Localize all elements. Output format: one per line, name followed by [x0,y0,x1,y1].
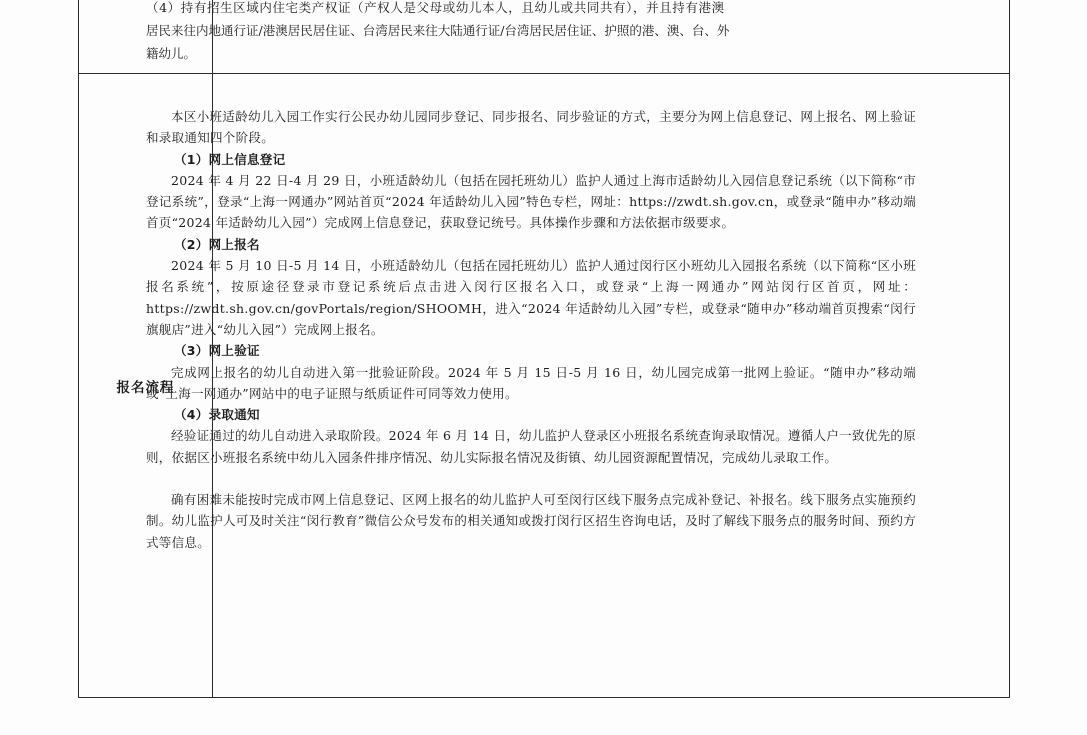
row-divider [79,73,1009,74]
step-body-online-application: 2024 年 5 月 10 日-5 月 14 日，小班适龄幼儿（包括在园托班幼儿）监护人通过闵行区小班幼儿入园报名系统（以下简称“区小班报名系统”，按原途径登录市登记系统后点击进入闵行区报名入口，或登录“上海一网通办”网站闵行区首页，网址：https://zwdt.sh.gov.cn/govPortals/region/SHOOMH，进入“2024 年适龄幼儿入园”专栏，或登录“随申办”移动端首页搜索“闵行旗舰店”进入“幼儿入园”）完成网上报名。 [146,258,916,337]
step-heading-online-verification: （3）网上验证 [174,343,260,359]
step-body-online-info-registration: 2024 年 4 月 22 日-4 月 29 日，小班适龄幼儿（包括在园托班幼儿）监护人通过上海市适龄幼儿入园信息登记系统（以下简称“市登记系统”，登录“上海一网通办”网站首页“2024 年适龄幼儿入园”特色专栏，网址：https://zwdt.sh.gov.cn，或登录“随申办”移动端首页“2024 年适龄幼儿入园”）完成网上信息登记，获取登记统号。具体操作步骤和方法依据市级要求。 [146,172,916,231]
cut-off-line: （4）持有招生区域内住宅类产权证（产权人是父母或幼儿本人，且幼儿或共同共有），并且持有港澳 [146,0,725,15]
step-heading-online-info-registration: （1）网上信息登记 [174,151,286,167]
intro-paragraph: 本区小班适龄幼儿入园工作实行公民办幼儿园同步登记、同步报名、同步验证的方式，主要分为网上信息登记、网上报名、网上验证和录取通知四个阶段。 [146,109,916,146]
step-heading-online-application: （2）网上报名 [174,236,260,252]
paragraph-gap [146,468,916,489]
row-label-registration-process: 报名流程 [116,379,175,396]
step-heading-admission-notice: （4）录取通知 [174,407,260,423]
offline-service-note: 确有困难未能按时完成市网上信息登记、区网上报名的幼儿监护人可至闵行区线下服务点完成补登记、补报名。线下服务点实施预约制。幼儿监护人可及时关注“闵行教育”微信公众号发布的相关通知或拨打闵行区招生咨询电话，及时了解线下服务点的服务时间、预约方式等信息。 [146,492,916,550]
registration-process-content [146,106,916,553]
previous-row-content [146,0,916,65]
step-body-online-verification: 完成网上报名的幼儿自动进入第一批验证阶段。2024 年 5 月 15 日-5 月 16 日，幼儿园完成第一批网上验证。“随申办”移动端或“上海一网通办”网站中的电子证照与纸质证件可同等效力使用。 [146,364,916,401]
text-line: 籍幼儿。 [146,46,197,61]
step-body-admission-notice: 经验证通过的幼儿自动进入录取阶段。2024 年 6 月 14 日，幼儿监护人登录区小班报名系统查询录取情况。遵循人户一致优先的原则，依据区小班报名系统中幼儿入园条件排序情况、幼儿实际报名情况及街镇、幼儿园资源配置情况，完成幼儿录取工作。 [146,428,916,465]
text-line: 居民来往内地通行证/港澳居民居住证、台湾居民来往大陆通行证/台湾居民居住证、护照的港、澳、台、外 [146,23,730,38]
